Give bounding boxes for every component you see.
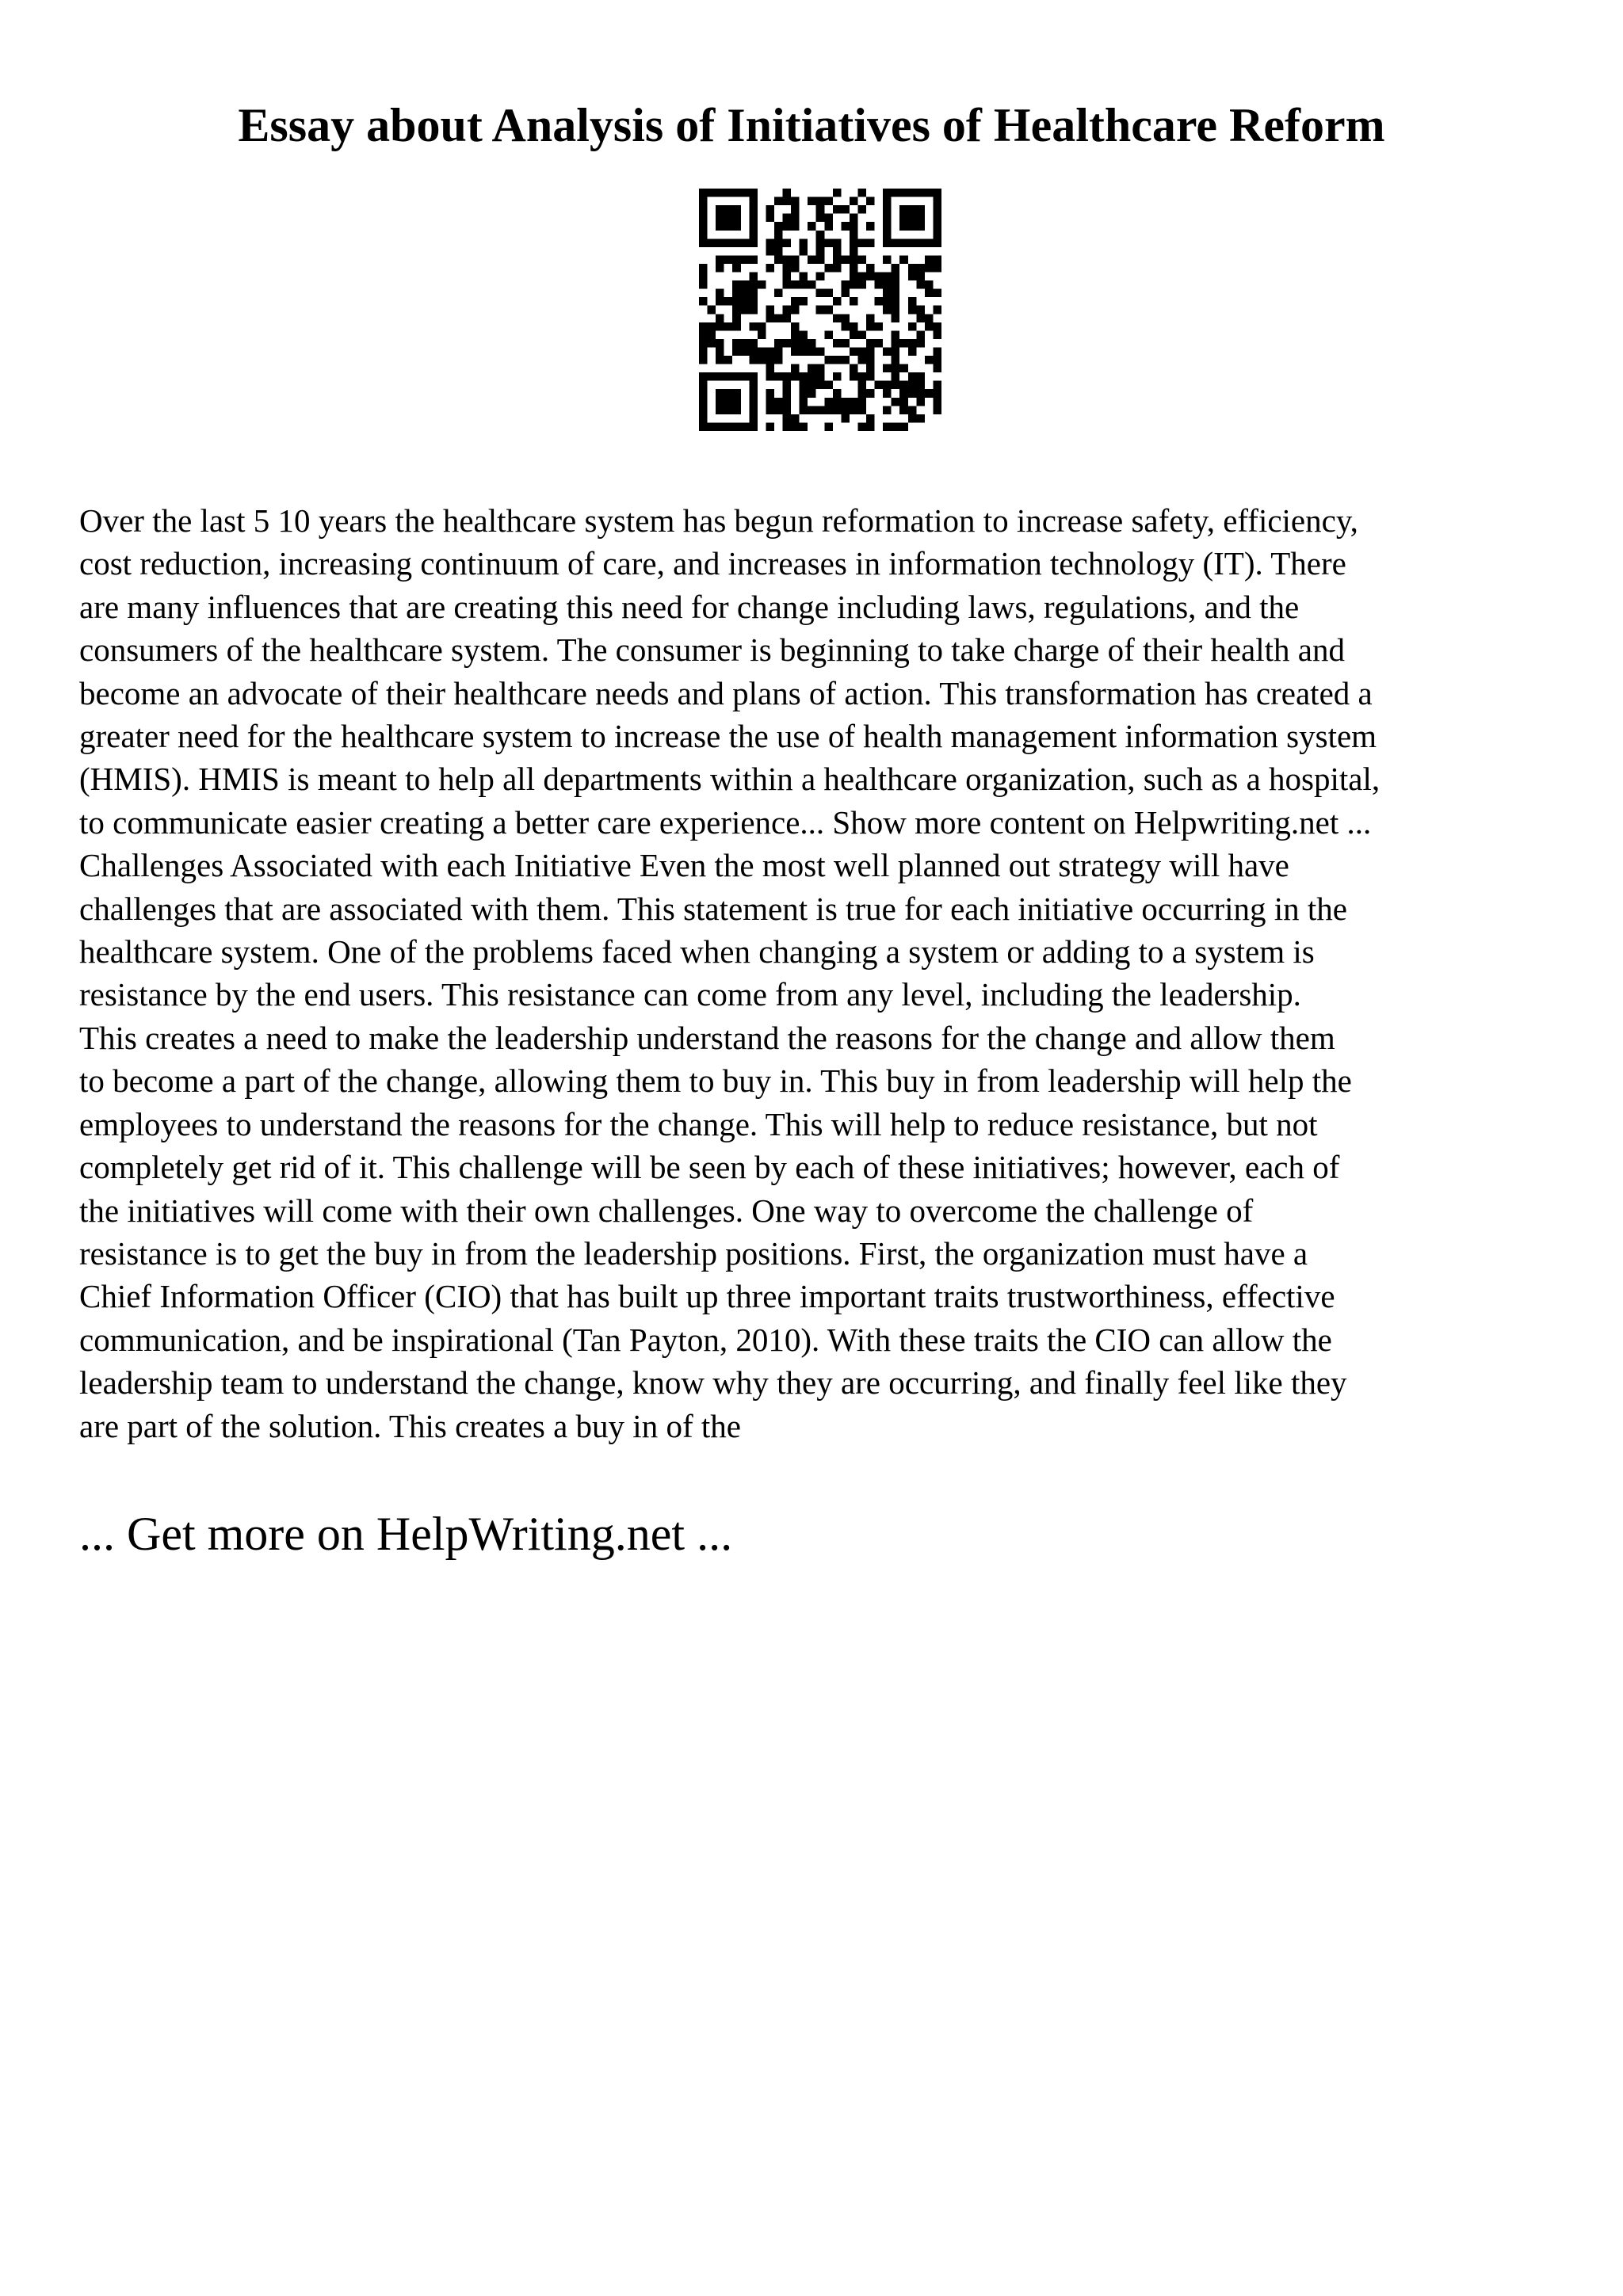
essay-line: resistance is to get the buy in from the leadership positions. First, the organization must have a [79,1234,1308,1272]
essay-line: greater need for the healthcare system to increase the use of health management information system [79,718,1377,755]
essay-line: resistance by the end users. This resistance can come from any level, including the leadership. [79,976,1301,1013]
essay-line: Over the last 5 10 years the healthcare system has begun reformation to increase safety, efficiency, [79,502,1358,539]
essay-line: leadership team to understand the change, know why they are occurring, and finally feel like they [79,1364,1347,1402]
get-more-link[interactable]: ... Get more on HelpWriting.net ... [79,1508,733,1560]
essay-line: cost reduction, increasing continuum of care, and increases in information technology (IT). There [79,545,1346,582]
page-title: Essay about Analysis of Initiatives of Healthcare Reform [238,99,1385,151]
qr-code-graphic [699,189,941,431]
essay-line: to become a part of the change, allowing them to buy in. This buy in from leadership will help the [79,1062,1352,1100]
essay-line: healthcare system. One of the problems faced when changing a system or adding to a system is [79,933,1315,971]
essay-line: to communicate easier creating a better care experience... Show more content on Helpwriting.net ... [79,803,1372,841]
essay-line: Challenges Associated with each Initiative Even the most well planned out strategy will have [79,847,1289,884]
essay-body [79,499,1561,1447]
essay-line: the initiatives will come with their own challenges. One way to overcome the challenge of [79,1192,1254,1229]
essay-line: Chief Information Officer (CIO) that has built up three important traits trustworthiness, effective [79,1278,1335,1315]
essay-line: communication, and be inspirational (Tan Payton, 2010). With these traits the CIO can allow the [79,1321,1332,1358]
essay-line: become an advocate of their healthcare needs and plans of action. This transformation has created a [79,674,1373,711]
essay-line: This creates a need to make the leadership understand the reasons for the change and allow them [79,1019,1335,1056]
essay-line: are many influences that are creating this need for change including laws, regulations, and the [79,588,1300,625]
essay-line: consumers of the healthcare system. The consumer is beginning to take charge of their health and [79,631,1345,669]
essay-line: challenges that are associated with them. This statement is true for each initiative occurring in the [79,890,1347,927]
essay-line: completely get rid of it. This challenge will be seen by each of these initiatives; however, each of [79,1149,1340,1186]
essay-line: employees to understand the reasons for the change. This will help to reduce resistance, but not [79,1105,1318,1142]
essay-line: (HMIS). HMIS is meant to help all departments within a healthcare organization, such as a hospital, [79,761,1381,798]
essay-line: are part of the solution. This creates a buy in of the [79,1407,741,1444]
qr-code-icon [699,189,941,431]
